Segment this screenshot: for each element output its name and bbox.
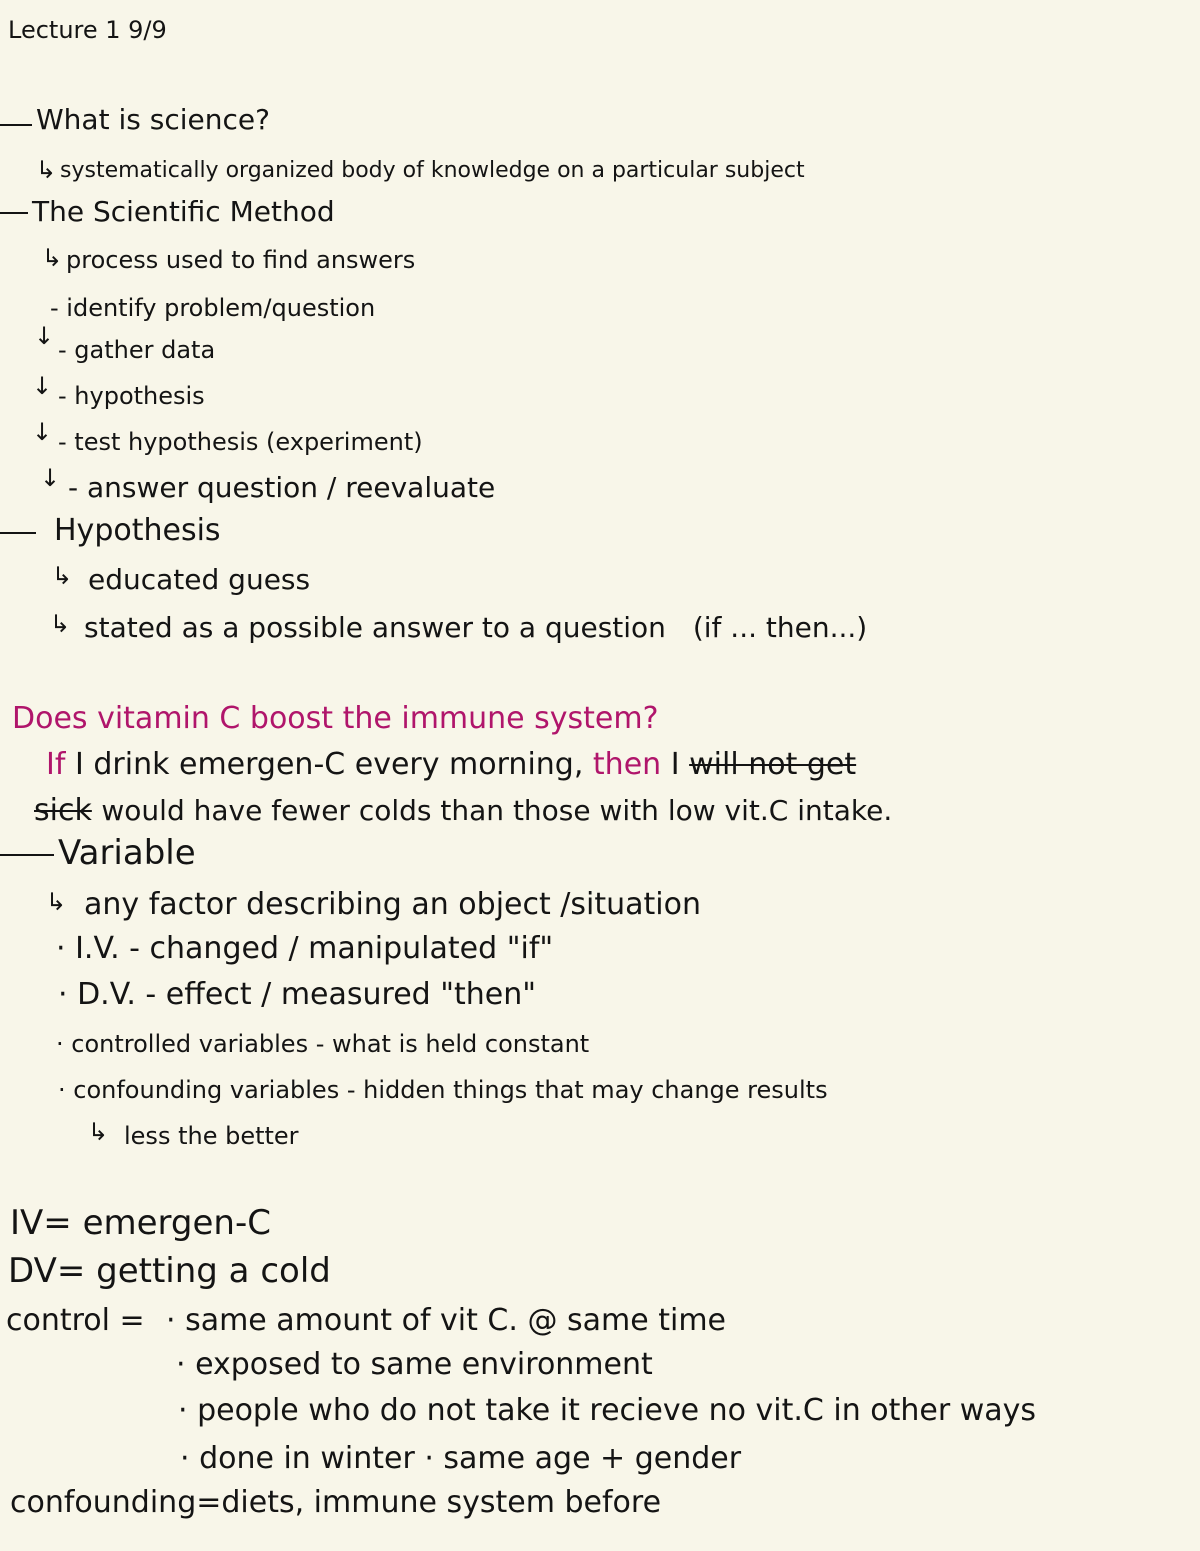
- arrow-return-icon: ↳: [52, 562, 73, 590]
- bullet-dash: [0, 212, 28, 214]
- bullet-dash: [0, 854, 54, 856]
- iv-line: IV= emergen-C: [10, 1203, 271, 1243]
- variable-item: · confounding variables - hidden things that may change results: [58, 1076, 828, 1104]
- control-item: · same amount of vit C. @ same time: [166, 1303, 726, 1338]
- arrow-down-icon: ↓: [32, 372, 53, 400]
- arrow-down-icon: ↓: [34, 322, 55, 350]
- confounding-line: confounding=diets, immune system before: [10, 1485, 662, 1520]
- example-hypothesis-line2: [34, 793, 893, 828]
- bullet-dash: [0, 124, 32, 126]
- method-definition: process used to find answers: [66, 246, 416, 274]
- method-step: - hypothesis: [58, 382, 205, 410]
- crossed-out-text: will not get: [689, 747, 857, 782]
- heading-variable: Variable: [58, 833, 196, 873]
- dv-line: DV= getting a cold: [8, 1251, 331, 1291]
- arrow-return-icon: ↳: [50, 610, 71, 638]
- method-step: - test hypothesis (experiment): [58, 428, 423, 456]
- hypothesis-statement: [84, 611, 868, 644]
- method-step: - answer question / reevaluate: [68, 471, 496, 504]
- if-keyword: If: [46, 747, 66, 782]
- method-step: - gather data: [58, 336, 216, 364]
- method-step: - identify problem/question: [50, 294, 376, 322]
- example-text: I drink emergen-C every morning,: [74, 747, 584, 782]
- example-question: Does vitamin C boost the immune system?: [12, 701, 659, 736]
- example-text: would have fewer colds than those with low vit.C intake.: [101, 794, 893, 827]
- variable-subnote: less the better: [124, 1122, 299, 1150]
- arrow-return-icon: ↳: [42, 244, 63, 272]
- arrow-return-icon: ↳: [46, 888, 67, 916]
- heading-what-is-science: What is science?: [36, 103, 270, 136]
- arrow-return-icon: ↳: [88, 1118, 109, 1146]
- variable-item: · I.V. - changed / manipulated "if": [56, 931, 554, 966]
- hypothesis-definition: educated guess: [88, 563, 311, 596]
- page-title: Lecture 1 9/9: [8, 16, 167, 44]
- bullet-dash: [0, 532, 36, 534]
- example-hypothesis-line1: [46, 747, 857, 782]
- control-item: · people who do not take it recieve no vit.C in other ways: [178, 1393, 1037, 1428]
- example-text: I: [670, 747, 680, 782]
- arrow-return-icon: ↳: [36, 156, 57, 184]
- hypothesis-statement-text: stated as a possible answer to a question: [84, 611, 666, 644]
- control-label: control =: [6, 1303, 145, 1338]
- heading-hypothesis: Hypothesis: [54, 513, 221, 548]
- crossed-out-text: sick: [34, 793, 92, 828]
- heading-scientific-method: The Scientific Method: [32, 195, 335, 228]
- variable-definition: any factor describing an object /situation: [84, 887, 701, 922]
- then-keyword: then: [592, 747, 662, 782]
- if-then-note: (if ... then...): [692, 611, 868, 644]
- science-definition: systematically organized body of knowledge on a particular subject: [60, 158, 805, 183]
- control-item: · done in winter · same age + gender: [180, 1441, 742, 1476]
- control-item: · exposed to same environment: [176, 1347, 653, 1382]
- arrow-down-icon: ↓: [32, 418, 53, 446]
- arrow-down-icon: ↓: [40, 464, 61, 492]
- variable-item: · controlled variables - what is held constant: [56, 1030, 590, 1058]
- variable-item: · D.V. - effect / measured "then": [58, 977, 537, 1012]
